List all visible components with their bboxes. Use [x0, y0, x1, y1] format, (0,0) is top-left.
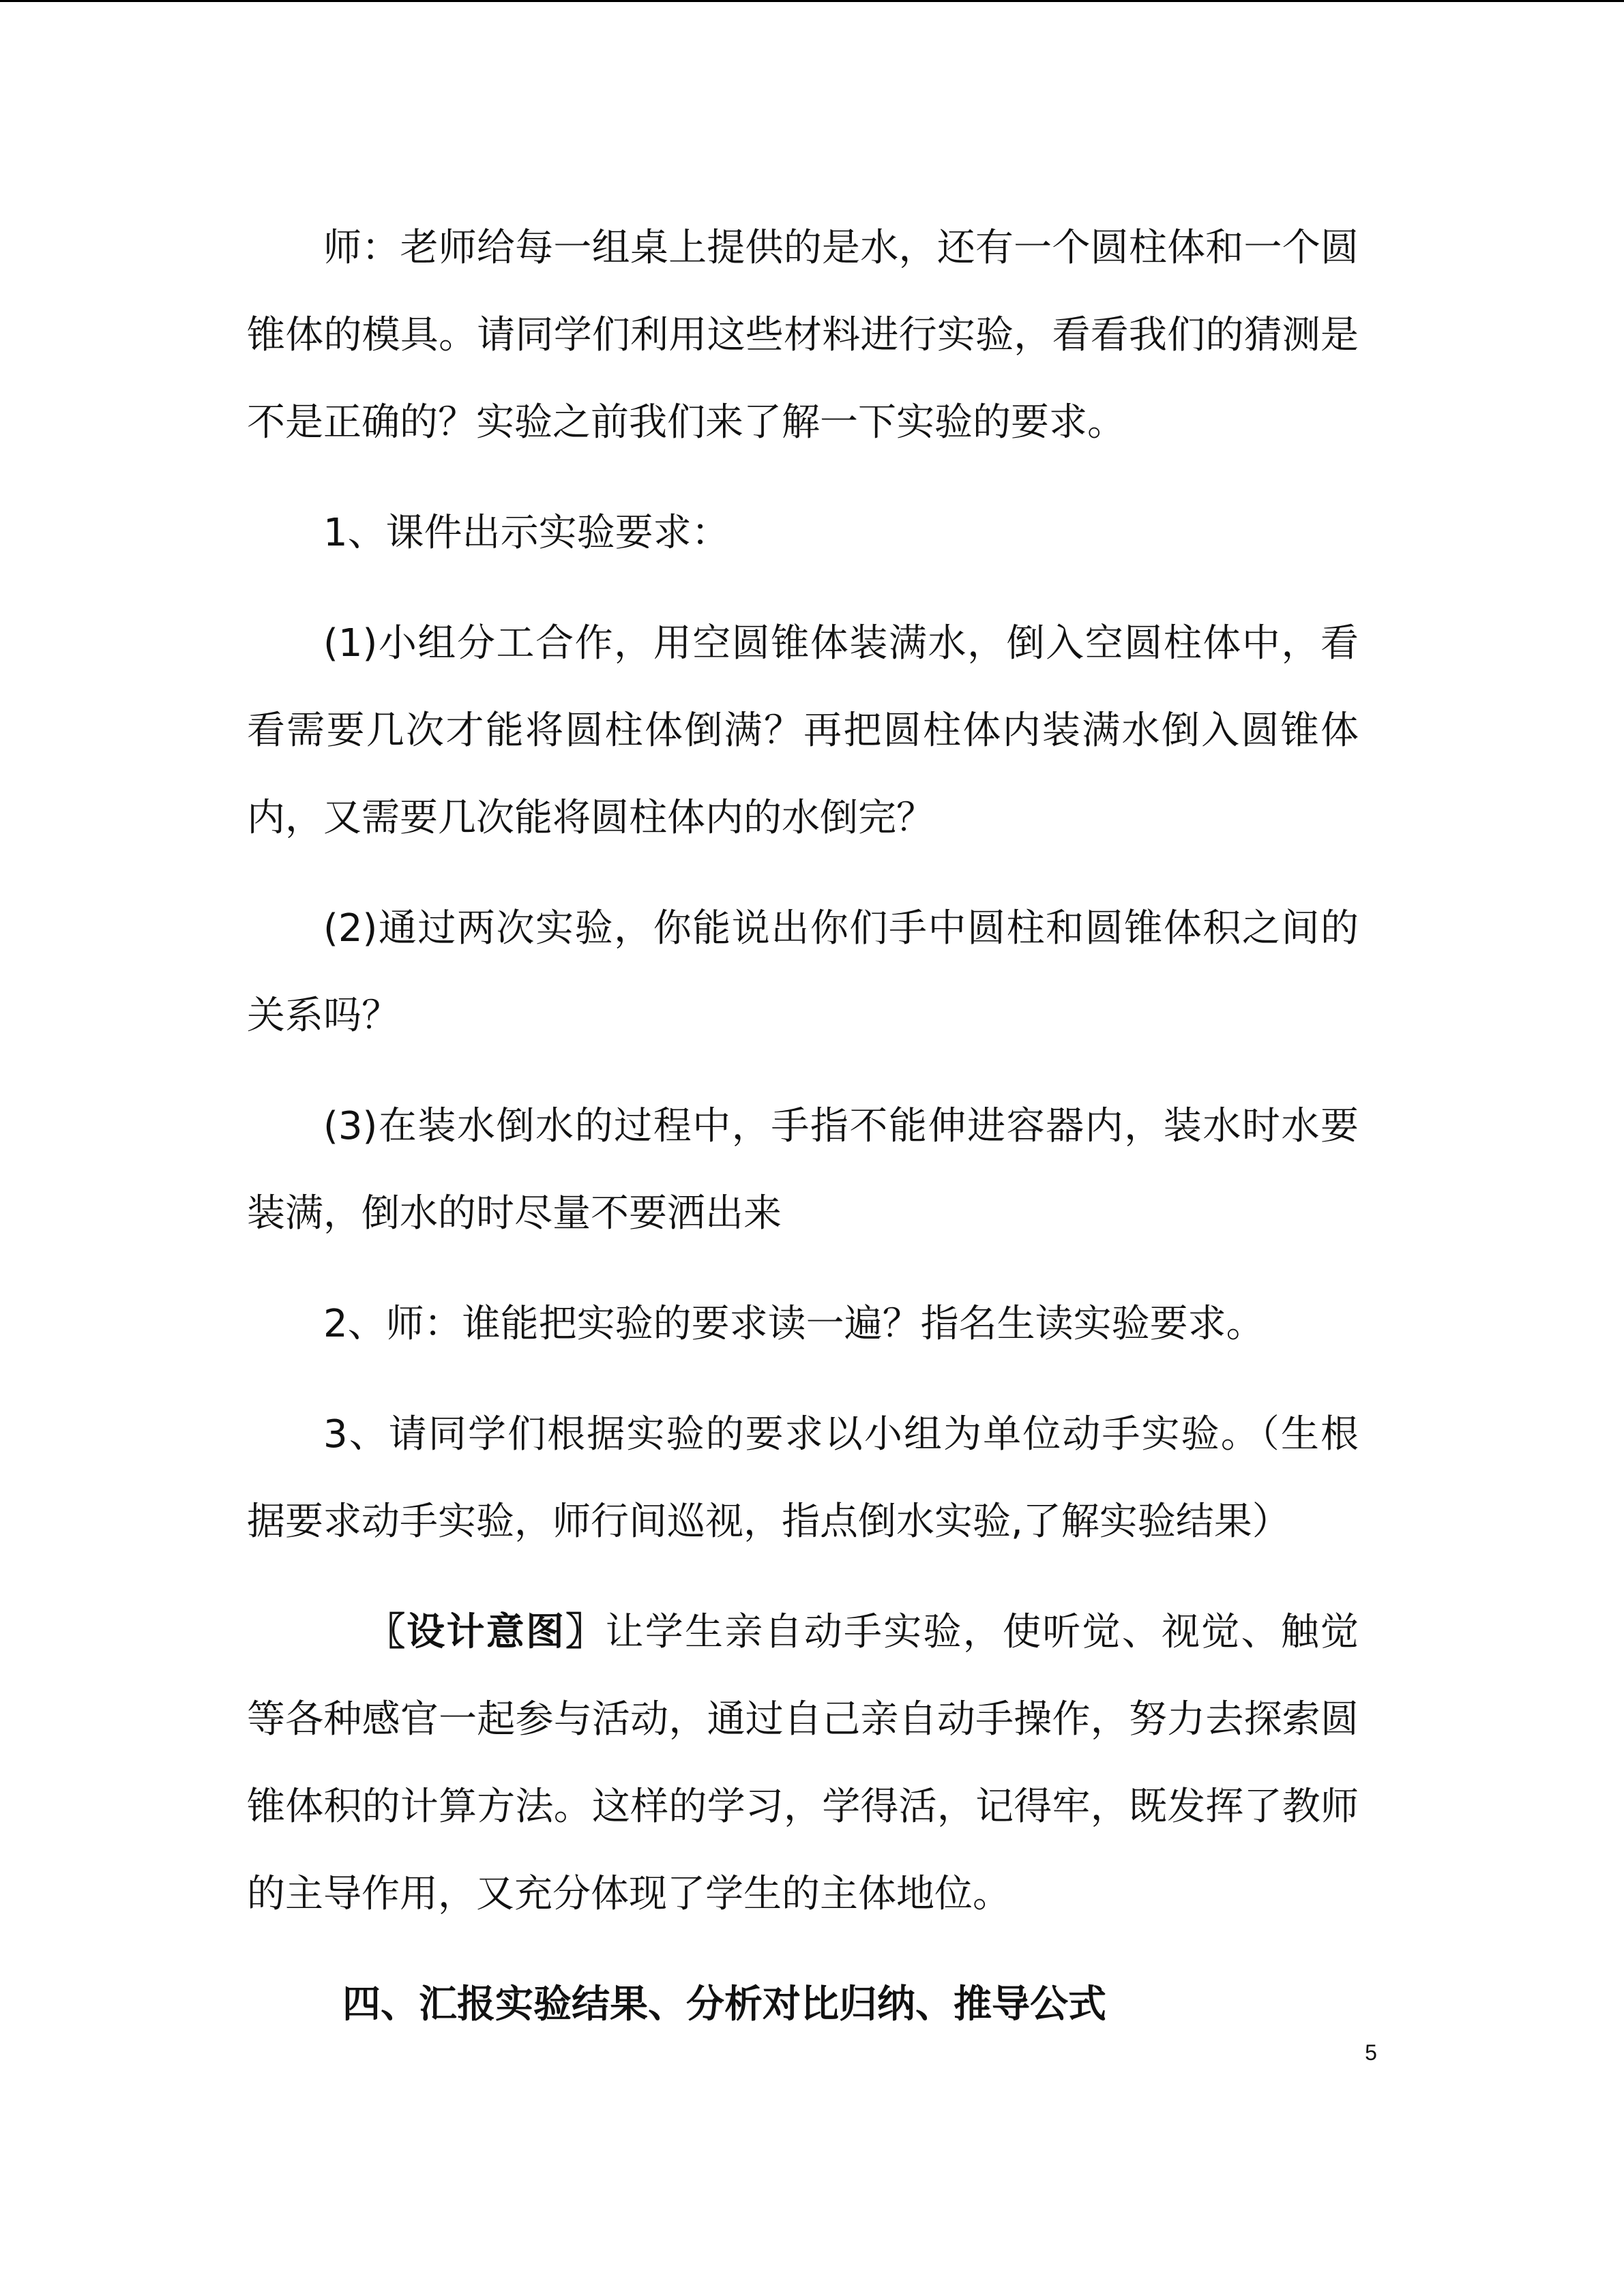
- paragraph-requirement-2: (2)通过两次实验，你能说出你们手中圆柱和圆锥体积之间的关系吗？: [247, 906, 1359, 1038]
- paragraph-design-intent: [247, 1589, 1359, 1938]
- paragraph-requirement-1: (1)小组分工合作，用空圆锥体装满水，倒入空圆柱体中，看看需要几次才能将圆柱体倒满？再把圆柱体内装满水倒入圆锥体内，又需要几次能将圆柱体内的水倒完？: [247, 621, 1359, 840]
- page-number: 5: [1365, 2040, 1377, 2065]
- design-intent-text: 让学生亲自动手实验，使听觉、视觉、触觉等各种感官一起参与活动，通过自己亲自动手操作，努力去探索圆锥体积的计算方法。这样的学习，学得活，记得牢，既发挥了教师的主导作用，又充分体现了学生的主体地位。: [247, 1610, 1359, 1916]
- paragraph-read-requirements: 2、师：谁能把实验的要求读一遍？指名生读实验要求。: [323, 1302, 1265, 1346]
- design-intent-label: 〖设计意图〗: [367, 1610, 606, 1654]
- section-heading: 四、汇报实验结果、分析对比归纳、推导公式: [342, 1982, 1106, 2027]
- paragraph-group-experiment: 3、请同学们根据实验的要求以小组为单位动手实验。（生根据要求动手实验，师行间巡视，指点倒水实验,了解实验结果）: [247, 1412, 1359, 1544]
- paragraph-teacher-intro: 师：老师给每一组桌上提供的是水，还有一个圆柱体和一个圆锥体的模具。请同学们利用这些材料进行实验，看看我们的猜测是不是正确的？实验之前我们来了解一下实验的要求。: [247, 226, 1359, 445]
- paragraph-requirements-title: 1、课件出示实验要求：: [323, 511, 730, 555]
- document-body: [247, 205, 1359, 2048]
- paragraph-requirement-3: (3)在装水倒水的过程中，手指不能伸进容器内，装水时水要装满，倒水的时尽量不要洒出来: [247, 1104, 1359, 1236]
- top-border-rule: [0, 0, 1624, 2]
